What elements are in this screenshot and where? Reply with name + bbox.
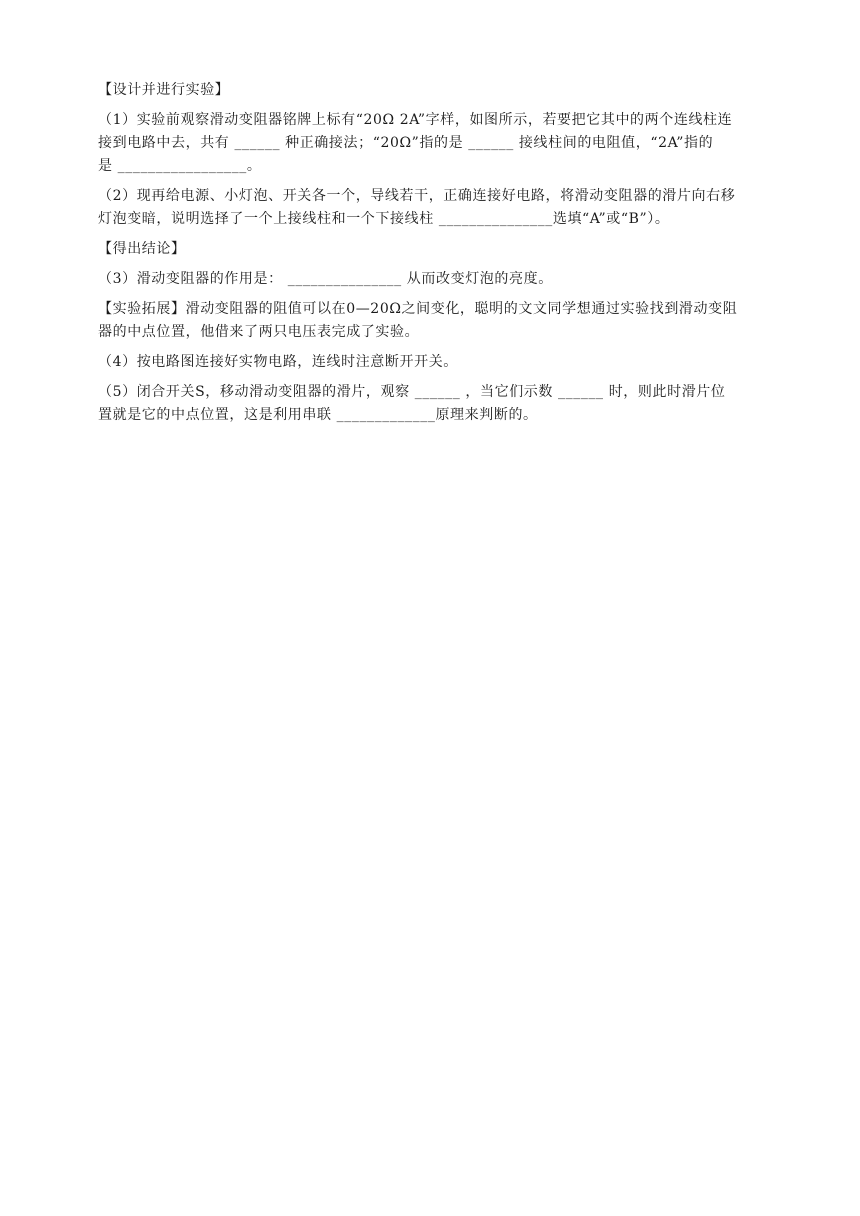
extension-line-2: 器的中点位置，他借来了两只电压表完成了实验。 xyxy=(98,324,420,340)
section-heading-design-experiment: 【设计并进行实验】 xyxy=(98,82,230,98)
question-1-line-3: 是 _________________。 xyxy=(98,158,262,174)
question-2-line-1: （2）现再给电源、小灯泡、开关各一个，导线若干，正确连接好电路，将滑动变阻器的滑片向右移 xyxy=(98,188,736,204)
question-2-line-2: 灯泡变暗，说明选择了一个上接线柱和一个下接线柱 _______________选填“A”或“B”）。 xyxy=(98,211,670,227)
section-heading-conclusion: 【得出结论】 xyxy=(98,241,186,257)
question-5-line-1: （5）闭合开关S，移动滑动变阻器的滑片，观察 ______ ，当它们示数 ______ 时，则此时滑片位 xyxy=(98,384,726,400)
extension-line-1: 【实验拓展】滑动变阻器的阻值可以在0—20Ω之间变化，聪明的文文同学想通过实验找到滑动变阻 xyxy=(98,301,738,317)
question-1-line-2: 接到电路中去，共有 ______ 种正确接法；“20Ω”指的是 ______ 接线柱间的电阻值，“2A”指的 xyxy=(98,135,714,151)
question-3: （3）滑动变阻器的作用是： _______________ 从而改变灯泡的亮度。 xyxy=(98,271,553,287)
question-1-line-1: （1）实验前观察滑动变阻器铭牌上标有“20Ω 2A”字样，如图所示，若要把它其中的两个连线柱连 xyxy=(98,112,733,128)
question-4: （4）按电路图连接好实物电路，连线时注意断开开关。 xyxy=(98,354,458,370)
question-5-line-2: 置就是它的中点位置，这是利用串联 _____________原理来判断的。 xyxy=(98,407,538,423)
document-page xyxy=(98,80,768,435)
